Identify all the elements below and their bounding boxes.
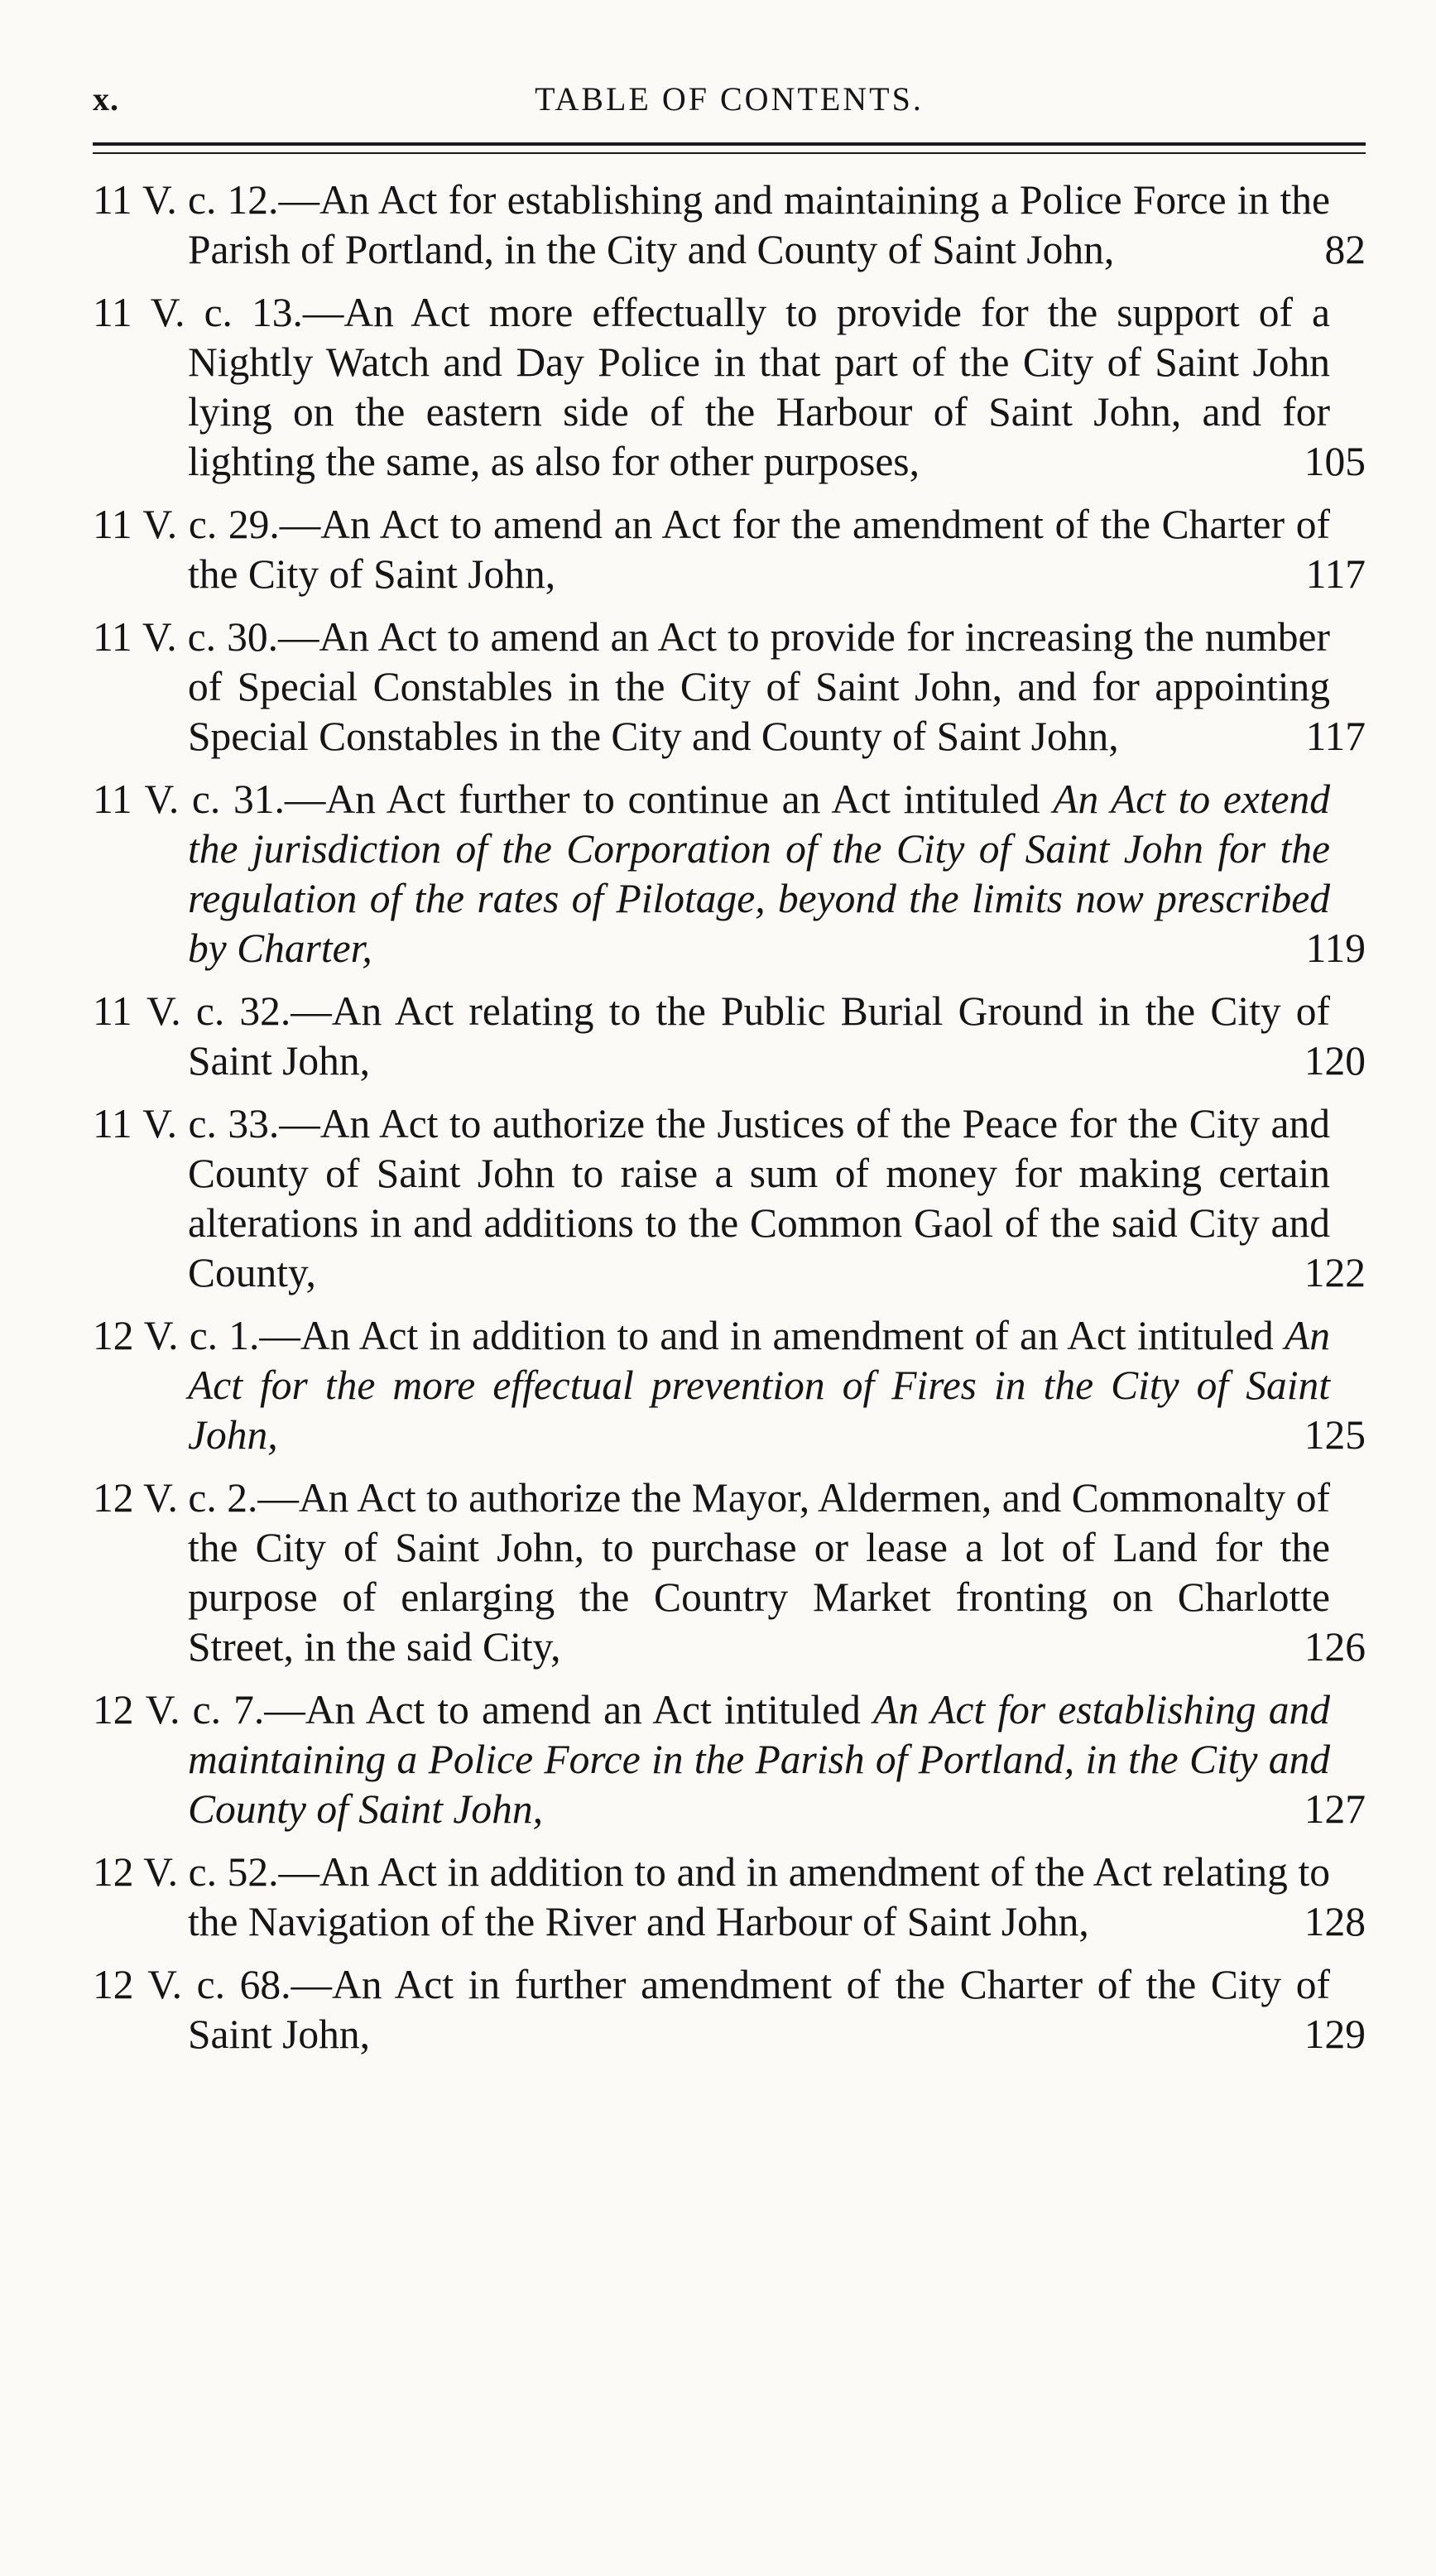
entry-page-number: 128 (1304, 1899, 1366, 1944)
contents-entry (93, 987, 1366, 1086)
page-header (93, 79, 1366, 129)
entry-citation: 11 V. c. 32. (93, 988, 291, 1034)
contents-entry (93, 1848, 1366, 1947)
entry-page-number: 125 (1304, 1412, 1366, 1458)
entry-page-number: 117 (1305, 714, 1366, 759)
entry-page-number: 126 (1304, 1624, 1366, 1670)
contents-entry (93, 1685, 1366, 1834)
entry-title: —An Act further to continue an Act intituled (284, 776, 1054, 822)
entry-citation: 12 V. c. 2. (93, 1475, 258, 1521)
entry-citation: 11 V. c. 12. (93, 177, 279, 223)
contents-entry (93, 1473, 1366, 1672)
contents-entry (93, 175, 1366, 275)
contents-entry (93, 775, 1366, 973)
entry-page-number: 105 (1304, 439, 1366, 484)
entry-page-number: 120 (1304, 1038, 1366, 1084)
header-rule-thick (93, 142, 1366, 146)
entry-title: —An Act for establishing and maintaining a Police Force in the Parish of Portland, in the City and County of Saint John, (188, 177, 1331, 272)
contents-list (93, 175, 1366, 2073)
entry-citation: 11 V. c. 33. (93, 1101, 280, 1146)
contents-entry (93, 500, 1366, 599)
contents-entry (93, 1099, 1366, 1298)
entry-title: —An Act relating to the Public Burial Ground in the City of Saint John, (188, 988, 1330, 1084)
entry-title: —An Act to authorize the Justices of the Peace for the City and County of Saint John to raise a sum of money for making certain alterations in and additions to the Common Gaol of the said City and County, (188, 1101, 1330, 1295)
entry-title-italic: An Act for establishing and maintaining a Police Force in the Parish of Portland, in the City and County of Saint John, (188, 1687, 1330, 1832)
contents-entry (93, 1960, 1366, 2059)
contents-entry (93, 1311, 1366, 1460)
entry-citation: 11 V. c. 13. (93, 290, 303, 335)
entry-title: —An Act to amend an Act for the amendment of the Charter of the City of Saint John, (188, 502, 1330, 597)
entry-citation: 12 V. c. 7. (93, 1687, 265, 1733)
contents-entry (93, 613, 1366, 762)
page-folio: x. (93, 80, 119, 118)
entry-title: —An Act to authorize the Mayor, Aldermen, and Commonalty of the City of Saint John, to purchase or lease a lot of Land for the purpose of enlarging the Country Market fronting on Charlotte Street, in the said City, (188, 1475, 1331, 1670)
entry-citation: 12 V. c. 1. (93, 1313, 260, 1358)
entry-title: —An Act in addition to and in amendment of an Act intituled (259, 1313, 1285, 1358)
entry-title: —An Act in addition to and in amendment of the Act relating to the Navigation of the River and Harbour of Saint John, (188, 1849, 1330, 1944)
header-rule-thin (93, 152, 1366, 154)
entry-title: —An Act more effectually to provide for the support of a Nightly Watch and Day Police in that part of the City of Saint John lying on the eastern side of the Harbour of Saint John, and for lighting the same, as also for other purposes, (188, 290, 1331, 484)
entry-title: —An Act in further amendment of the Charter of the City of Saint John, (188, 1962, 1330, 2057)
entry-citation: 11 V. c. 29. (93, 502, 280, 547)
entry-title-italic: An Act for the more effectual prevention of Fires in the City of Saint John, (188, 1313, 1330, 1458)
contents-entry (93, 288, 1366, 487)
entry-citation: 11 V. c. 31. (93, 776, 285, 822)
entry-page-number: 122 (1304, 1250, 1366, 1295)
running-title: TABLE OF CONTENTS. (535, 80, 924, 118)
entry-page-number: 127 (1304, 1786, 1366, 1832)
entry-citation: 12 V. c. 68. (93, 1962, 291, 2007)
entry-citation: 11 V. c. 30. (93, 614, 278, 660)
entry-title: —An Act to amend an Act intituled (264, 1687, 874, 1733)
entry-page-number: 119 (1305, 925, 1366, 971)
entry-page-number: 129 (1304, 2011, 1366, 2057)
entry-title: —An Act to amend an Act to provide for increasing the number of Special Constables in the City of Saint John, and for appointing Special Constables in the City and County of Saint John, (188, 614, 1330, 759)
entry-page-number: 82 (1324, 227, 1366, 272)
entry-citation: 12 V. c. 52. (93, 1849, 279, 1895)
entry-page-number: 117 (1305, 551, 1366, 597)
entry-title-italic: An Act to extend the jurisdiction of the Corporation of the City of Saint John for the regulation of the rates of Pilotage, beyond the limits now prescribed by Charter, (188, 776, 1331, 971)
